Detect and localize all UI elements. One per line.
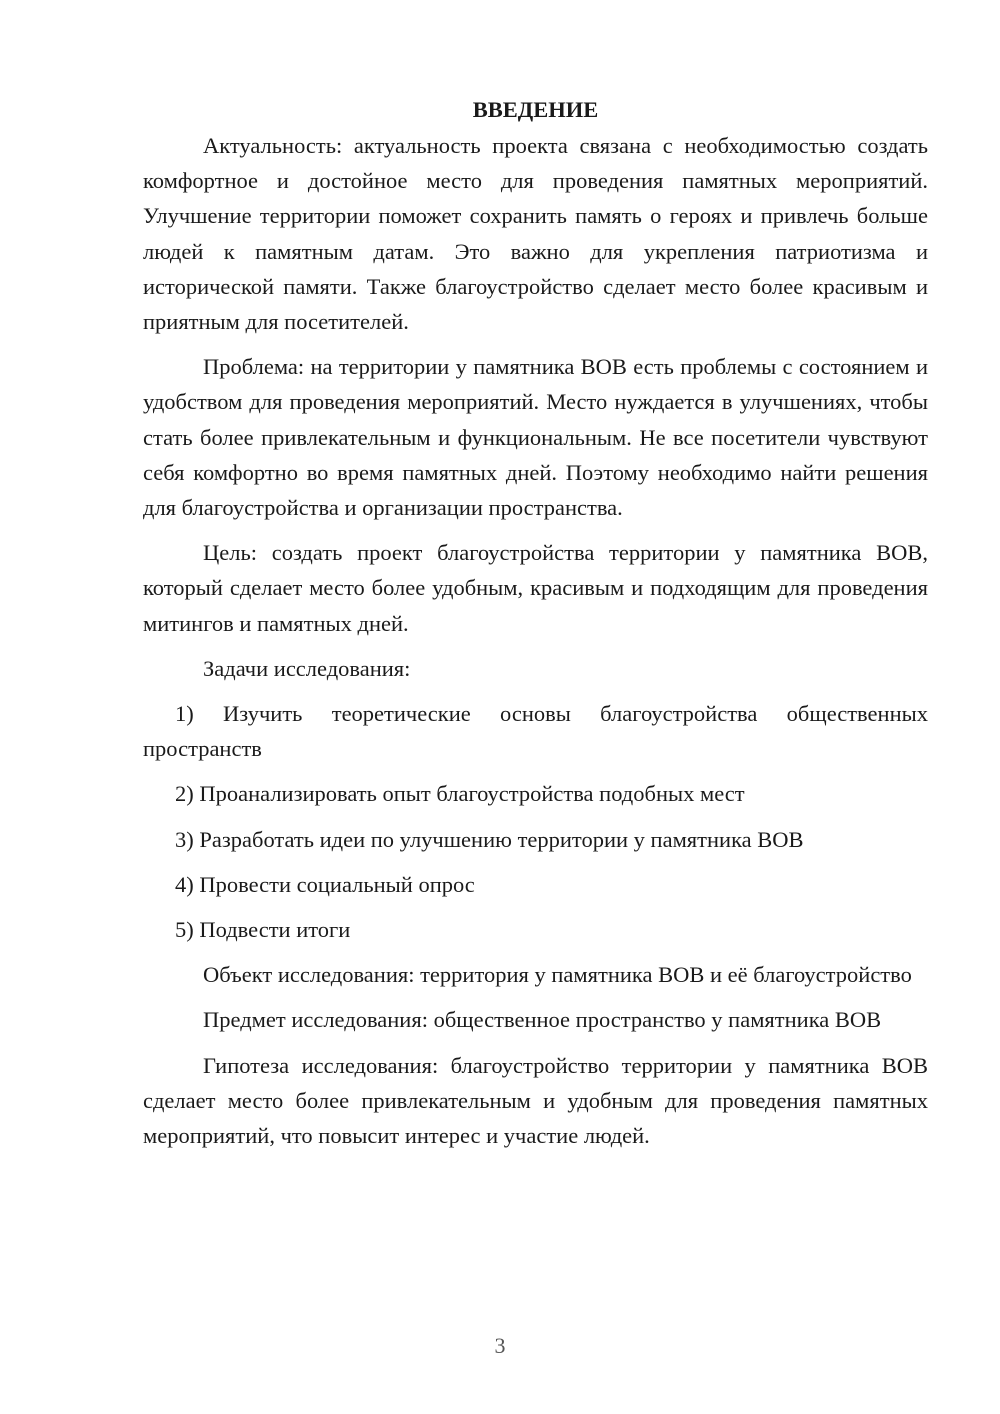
- hypothesis-paragraph: Гипотеза исследования: благоустройство территории у памятника ВОВ сделает место более привлекательным и удобным для проведения памятных мероприятий, что повысит интерес и участие людей.: [143, 1052, 928, 1149]
- task-item: 1) Изучить теоретические основы благоустройства общественных пространств: [143, 701, 928, 762]
- document-page: [143, 92, 928, 1163]
- problem-paragraph: Проблема: на территории у памятника ВОВ есть проблемы с состоянием и удобством для проведения мероприятий. Место нуждается в улучшениях, чтобы стать более привлекательным и функциональным. Не все посетители чувствуют себя комфортно во время памятных дней. Поэтому необходимо найти решения для благоустройства и организации пространства.: [143, 354, 928, 521]
- task-item: 4) Провести социальный опрос: [175, 871, 475, 897]
- task-item: 5) Подвести итоги: [175, 917, 351, 943]
- goal-paragraph: Цель: создать проект благоустройства территории у памятника ВОВ, который сделает место более удобным, красивым и подходящим для проведения митингов и памятных дней.: [143, 540, 928, 636]
- task-item: 2) Проанализировать опыт благоустройства подобных мест: [175, 781, 745, 807]
- page-title: ВВЕДЕНИЕ: [472, 97, 599, 122]
- page-number: 3: [494, 1333, 506, 1358]
- object-paragraph: Объект исследования: территория у памятника ВОВ и её благоустройство: [203, 962, 912, 988]
- relevance-paragraph: Актуальность: актуальность проекта связана с необходимостью создать комфортное и достойное место для проведения памятных мероприятий. Улучшение территории поможет сохранить память о героях и привлечь больше людей к памятным датам. Это важно для укрепления патриотизма и исторической памяти. Также благоустройство сделает место более красивым и приятным для посетителей.: [143, 133, 928, 335]
- task-item: 3) Разработать идеи по улучшению территории у памятника ВОВ: [175, 826, 804, 852]
- tasks-heading: Задачи исследования:: [203, 655, 411, 681]
- subject-paragraph: Предмет исследования: общественное пространство у памятника ВОВ: [203, 1007, 882, 1033]
